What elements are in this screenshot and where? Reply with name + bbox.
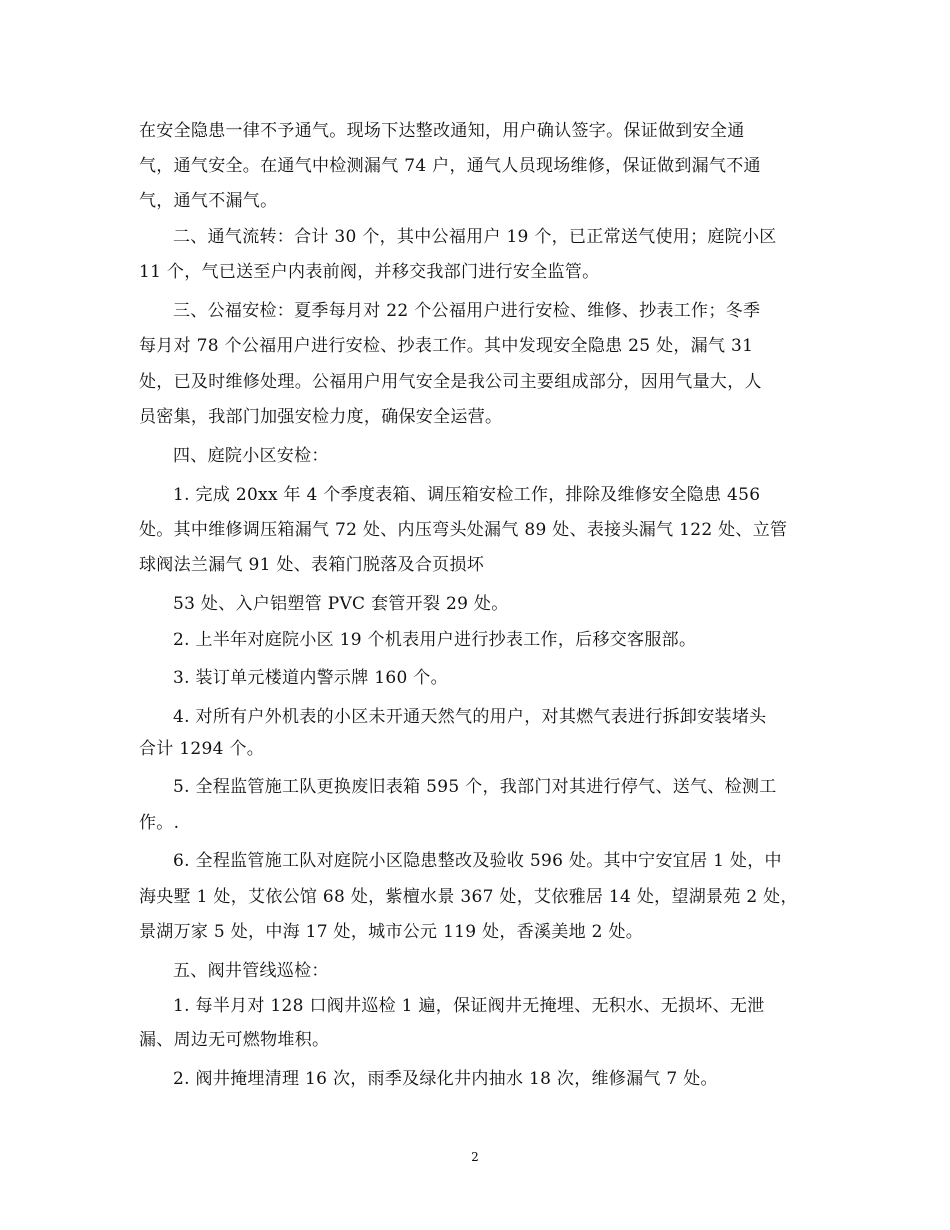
body-text-line: 在安全隐患一律不予通气。现场下达整改通知，用户确认签字。保证做到安全通: [139, 121, 745, 141]
body-text-line: 处，已及时维修处理。公福用户用气安全是我公司主要组成部分，因用气量大，人: [139, 372, 762, 392]
body-text-line: 员密集，我部门加强安检力度，确保安全运营。: [139, 407, 503, 427]
list-item-line: 1. 每半月对 128 口阀井巡检 1 遍，保证阀井无掩埋、无积水、无损坏、无泄: [173, 996, 765, 1016]
body-text-line: 海央墅 1 处，艾依公馆 68 处，紫檀水景 367 处，艾依雅居 14 处，望湖景苑 2 处，: [139, 887, 798, 907]
list-item-line: 3. 装订单元楼道内警示牌 160 个。: [173, 668, 448, 688]
list-item-line: 5. 全程监管施工队更换废旧表箱 595 个，我部门对其进行停气、送气、检测工: [173, 777, 777, 797]
section-heading-line: 四、庭院小区安检：: [173, 446, 329, 466]
body-text-line: 漏、周边无可燃物堆积。: [139, 1030, 330, 1050]
list-item-line: 1. 完成 20xx 年 4 个季度表箱、调压箱安检工作，排除及维修安全隐患 456: [173, 485, 761, 505]
section-heading-line: 二、通气流转：合计 30 个，其中公福用户 19 个，已正常送气使用；庭院小区: [173, 227, 777, 247]
list-item-line: 6. 全程监管施工队对庭院小区隐患整改及验收 596 处。其中宁安宜居 1 处，中: [173, 851, 782, 871]
body-text-line: 处。其中维修调压箱漏气 72 处、内压弯头处漏气 89 处、表接头漏气 122 处、立管: [139, 520, 788, 540]
body-text-line: 球阀法兰漏气 91 处、表箱门脱落及合页损坏: [139, 555, 485, 575]
body-text-line: 景湖万家 5 处，中海 17 处，城市公元 119 处，香溪美地 2 处。: [139, 922, 644, 942]
section-heading-line: 五、阀井管线巡检：: [173, 961, 329, 981]
body-text-line: 每月对 78 个公福用户进行安检、抄表工作。其中发现安全隐患 25 处，漏气 31: [139, 336, 754, 356]
page-number: 2: [471, 1150, 479, 1164]
body-text-line: 气，通气不漏气。: [139, 191, 278, 211]
body-text-line: 气，通气安全。在通气中检测漏气 74 户，通气人员现场维修，保证做到漏气不通: [139, 156, 761, 176]
list-item-line: 2. 上半年对庭院小区 19 个机表用户进行抄表工作，后移交客服部。: [173, 630, 697, 650]
body-text-line: 作。.: [139, 813, 180, 833]
body-text-line: 11 个，气已送至户内表前阀，并移交我部门进行安全监管。: [139, 262, 600, 282]
body-text-line: 53 处、入户铝塑管 PVC 套管开裂 29 处。: [173, 594, 509, 614]
body-text-line: 合计 1294 个。: [139, 739, 265, 759]
list-item-line: 2. 阀井掩埋清理 16 次，雨季及绿化井内抽水 18 次，维修漏气 7 处。: [173, 1069, 718, 1089]
list-item-line: 4. 对所有户外机表的小区未开通天然气的用户，对其燃气表进行拆卸安装堵头: [173, 707, 767, 727]
section-heading-line: 三、公福安检：夏季每月对 22 个公福用户进行安检、维修、抄表工作；冬季: [173, 301, 761, 321]
